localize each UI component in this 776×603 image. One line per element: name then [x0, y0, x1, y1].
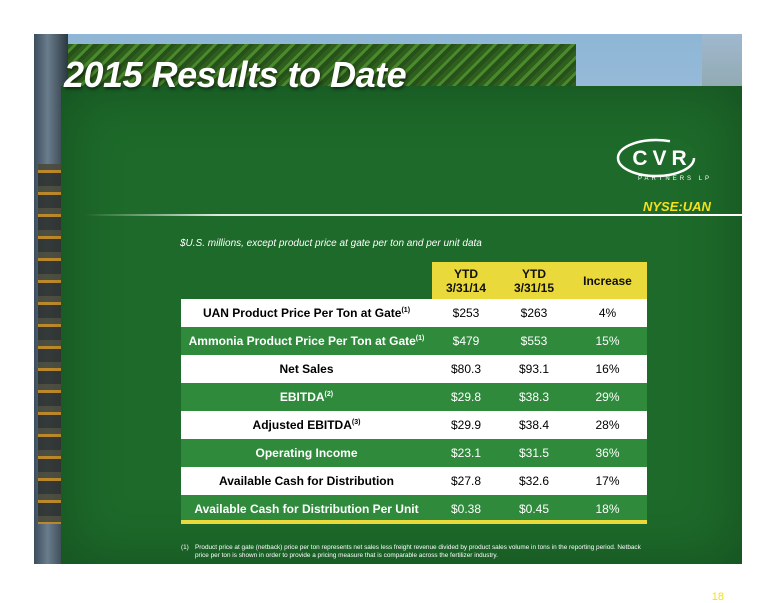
- table-row: [181, 383, 647, 411]
- value-ytd-2015: $32.6: [500, 467, 568, 495]
- logo-wordmark: CVR: [632, 147, 692, 170]
- table-row: [181, 439, 647, 467]
- value-increase: 29%: [568, 383, 647, 411]
- table-row: [181, 411, 647, 439]
- header-divider-line: [85, 214, 745, 216]
- value-ytd-2015: $31.5: [500, 439, 568, 467]
- row-label: EBITDA$^{(2)}$: [181, 383, 432, 411]
- footnote-reference: (1): [415, 335, 425, 342]
- table-row: [181, 495, 647, 523]
- row-label: Available Cash for Distribution: [181, 467, 432, 495]
- column-header-increase: Increase: [568, 262, 647, 299]
- footnote-text: See page 24 for a reconciliation of Net Income to EBITDA.: [195, 565, 361, 572]
- value-ytd-2014: $23.1: [432, 439, 500, 467]
- value-increase: 4%: [568, 299, 647, 327]
- value-increase: 17%: [568, 467, 647, 495]
- value-ytd-2014: $27.8: [432, 467, 500, 495]
- value-ytd-2015: $38.3: [500, 383, 568, 411]
- column-header-ytd-2015: YTD 3/31/15: [500, 262, 568, 299]
- page-number: 18: [711, 591, 724, 603]
- logo-subtext: PARTNERS LP: [637, 176, 713, 182]
- table-row: [181, 299, 647, 327]
- footnote-number: (1): [181, 544, 189, 551]
- table-header-row: [181, 262, 647, 299]
- value-ytd-2015: $0.45: [500, 495, 568, 523]
- value-ytd-2015: $553: [500, 327, 568, 355]
- value-increase: 16%: [568, 355, 647, 383]
- footnote-number: (2): [181, 565, 189, 572]
- table-row: [181, 327, 647, 355]
- row-label: Ammonia Product Price Per Ton at Gate$^{(1)}$: [181, 327, 432, 355]
- row-label: Available Cash for Distribution Per Unit: [181, 495, 432, 523]
- footnotes: [181, 544, 641, 591]
- footnote-2: [181, 565, 641, 573]
- footnote-reference: (3): [351, 419, 361, 426]
- results-table: [181, 262, 647, 523]
- value-ytd-2014: $479: [432, 327, 500, 355]
- value-ytd-2015: $38.4: [500, 411, 568, 439]
- column-header-ytd-2014: YTD 3/31/14: [432, 262, 500, 299]
- footnote-reference: (1): [401, 307, 411, 314]
- slide: [34, 34, 742, 603]
- value-ytd-2015: $93.1: [500, 355, 568, 383]
- value-increase: 18%: [568, 495, 647, 523]
- footnote-number: (3): [181, 578, 189, 585]
- table-bottom-bar: [181, 520, 647, 524]
- value-increase: 36%: [568, 439, 647, 467]
- footnote-text: See page 24 for reconciliation of EBITDA to Adjusted EBITDA.: [195, 578, 372, 585]
- row-label: Net Sales: [181, 355, 432, 383]
- content-panel: [61, 86, 742, 603]
- header-blank-cell: [181, 262, 432, 299]
- row-label: Adjusted EBITDA$^{(3)}$: [181, 411, 432, 439]
- table-row: [181, 467, 647, 495]
- value-increase: 28%: [568, 411, 647, 439]
- value-increase: 15%: [568, 327, 647, 355]
- table-row: [181, 355, 647, 383]
- value-ytd-2014: $253: [432, 299, 500, 327]
- value-ytd-2014: $0.38: [432, 495, 500, 523]
- value-ytd-2015: $263: [500, 299, 568, 327]
- row-label: Operating Income: [181, 439, 432, 467]
- value-ytd-2014: $80.3: [432, 355, 500, 383]
- footnote-1: [181, 544, 641, 560]
- footnote-3: [181, 578, 641, 586]
- row-label: UAN Product Price Per Ton at Gate$^{(1)}$: [181, 299, 432, 327]
- footnote-reference: (2): [324, 391, 334, 398]
- value-ytd-2014: $29.9: [432, 411, 500, 439]
- ticker-symbol: NYSE:UAN: [643, 199, 711, 214]
- slide-title: 2015 Results to Date: [64, 54, 407, 95]
- cvr-partners-logo: [614, 136, 724, 186]
- table-subtitle: $U.S. millions, except product price at gate per ton and per unit data: [180, 238, 482, 249]
- value-ytd-2014: $29.8: [432, 383, 500, 411]
- footnote-text: Product price at gate (netback) price per ton represents net sales less freight revenue divided by product sales volume in tons in the reporting period. Netback price per ton is shown in order to provide a pricing measure that is comparable across the fertilizer industry.: [195, 544, 641, 559]
